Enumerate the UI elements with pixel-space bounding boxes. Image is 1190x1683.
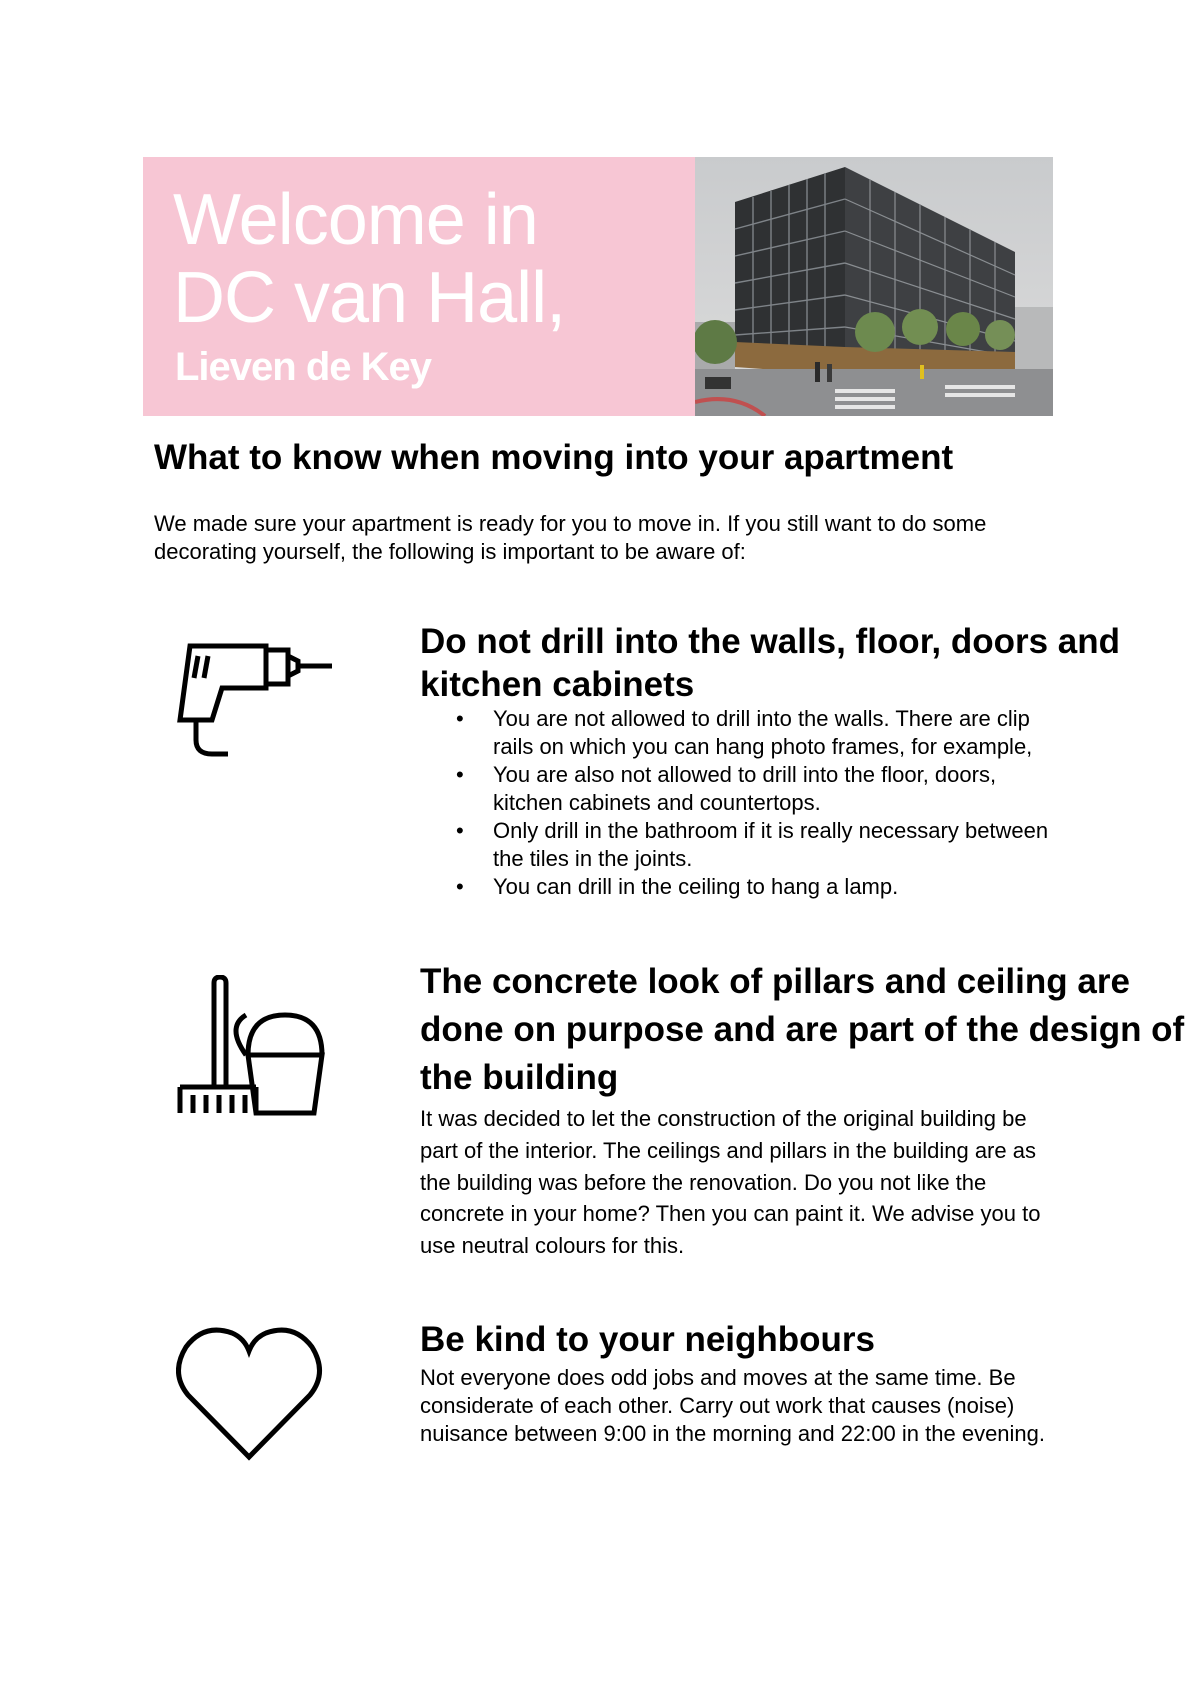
building-photo [695, 157, 1053, 416]
section-concrete-text: It was decided to let the construction of the original building be part of the interior. The ceilings and pillars in the building are as the building was before the renovation. Do you not like the concrete in your home? Then you can paint it. We advise you to use neutral colours for this. [420, 1106, 1041, 1259]
bullet-text: You can drill in the ceiling to hang a lamp. [493, 874, 899, 899]
drill-rules-list [420, 705, 1060, 901]
bullet-icon: • [456, 818, 464, 843]
welcome-banner [143, 157, 1053, 416]
bullet-icon: • [456, 874, 464, 899]
section-drill-title: Do not drill into the walls, floor, doors and kitchen cabinets [420, 622, 1120, 704]
list-item [420, 761, 1060, 817]
banner-title: Welcome in DC van Hall, [173, 180, 566, 338]
banner-pink-panel [143, 157, 695, 416]
page-title: What to know when moving into your apartment [154, 438, 954, 477]
list-item [420, 705, 1060, 761]
bullet-icon: • [456, 762, 464, 787]
bullet-icon: • [456, 706, 464, 731]
brand-logo: Lieven de Key [175, 345, 432, 389]
drill-icon [176, 640, 336, 760]
list-item [420, 873, 1060, 901]
section-neighbours-title: Be kind to your neighbours [420, 1320, 876, 1359]
bullet-text: You are not allowed to drill into the walls. There are clip rails on which you can hang photo frames, for example, [493, 706, 1033, 759]
bullet-text: Only drill in the bathroom if it is really necessary between the tiles in the joints. [493, 818, 1049, 871]
bullet-text: You are also not allowed to drill into the floor, doors, kitchen cabinets and countertops. [493, 762, 997, 815]
heart-icon [176, 1325, 326, 1465]
list-item [420, 817, 1060, 873]
intro-text: We made sure your apartment is ready for you to move in. If you still want to do some decorating yourself, the following is important to be aware of: [154, 511, 987, 564]
section-neighbours-text: Not everyone does odd jobs and moves at the same time. Be considerate of each other. Carry out work that causes (noise) nuisance between 9:00 in the morning and 22:00 in the evening. [420, 1365, 1046, 1446]
section-concrete-title: The concrete look of pillars and ceiling are done on purpose and are part of the design of the building [420, 962, 1185, 1097]
broom-bucket-icon [176, 975, 336, 1120]
